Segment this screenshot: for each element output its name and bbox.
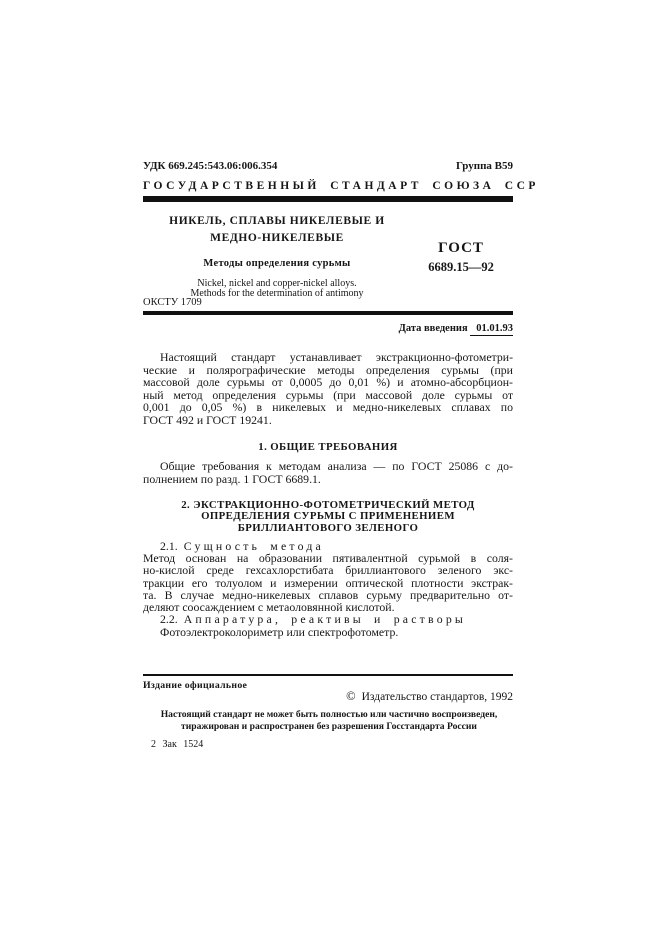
paragraph-line: Общие требования к методам анализа — по ГОСТ 25086 с до- [160,459,513,473]
clause-2-2-title: Аппаратура, реактивы и растворы [183,612,467,626]
paragraph-line: тракции его толуолом и измерении оптической плотности экстрак- [143,575,513,590]
effective-date-line [143,323,513,334]
copyright-icon: © [346,689,356,703]
classification-row [143,160,513,172]
section-2-heading-line1: 2. ЭКСТРАКЦИОННО-ФОТОМЕТРИЧЕСКИЙ МЕТОД [181,499,475,511]
clause-2-1-title: Сущность метода [183,539,324,553]
section-2-heading [143,500,513,534]
print-order-code: 2 Зак 1524 [151,739,204,750]
effective-date-value: 01.01.93 [470,323,513,336]
clause-2-2-number: 2.2. [160,612,178,626]
paragraph-line: 0,001 до 0,05 %) в никелевых и медно-никелевых сплавах по [143,400,513,415]
reproduction-notice [133,709,525,732]
effective-date-label: Дата введения [398,323,468,334]
state-standard-heading: ГОСУДАРСТВЕННЫЙ СТАНДАРТ СОЮЗА ССР [143,180,539,192]
paragraph-line: Метод основан на образовании пятивалентной сурьмой в соля- [143,551,513,565]
udk-code: УДК 669.245:543.06:006.354 [143,160,278,172]
clause-2-2-text: Фотоэлектроколориметр или спектрофотометр. [160,624,399,639]
paragraph-line: та. В случае медно-никелевых сплавов сурьму предварительно от- [143,587,513,602]
section-1-heading: 1. ОБЩИЕ ТРЕБОВАНИЯ [258,441,398,453]
gost-number: 6689.15—92 [428,260,494,274]
official-edition-label: Издание официальное [143,680,248,691]
copyright-line [143,689,513,704]
paragraph-line: ГОСТ 492 и ГОСТ 19241. [143,412,272,427]
title-en-line1: Nickel, nickel and copper-nickel alloys. [197,278,357,289]
subtitle: Методы определения сурьмы [203,258,351,269]
intro-paragraph [143,351,513,427]
paragraph-line: массовой доле сурьмы от 0,0005 до 0,01 %) и атомно-абсорбцион- [143,375,513,390]
section-1-paragraph [143,460,513,485]
header-rule [143,196,513,202]
title-ru-line2: МЕДНО-НИКЕЛЕВЫЕ [210,231,344,244]
gost-label: ГОСТ [438,240,484,256]
reproduction-notice-line1: Настоящий стандарт не может быть полностью или частично воспроизведен, [160,709,498,720]
paragraph-line: ческие и полярографические методы определения сурьмы (при [143,362,513,377]
paragraph-line: Настоящий стандарт устанавливает экстракционно-фотометри- [160,350,513,364]
reproduction-notice-line2: тиражирован и распространен без разрешения Госстандарта России [181,720,477,732]
paragraph-line: но-кислой среде гехсахлорстибата бриллиантового зеленого экс- [143,563,513,578]
standard-title-block [143,213,411,299]
paragraph-line: полнением по разд. 1 ГОСТ 6689.1. [143,471,321,486]
title-english [143,279,411,299]
publisher-credit: Издательство стандартов, 1992 [361,691,513,703]
title-rule [143,311,513,315]
title-russian [143,213,411,246]
paragraph-line: деляют соосаждением с метаоловянной кислотой. [143,600,395,615]
section-2-heading-line2: ОПРЕДЕЛЕНИЯ СУРЬМЫ С ПРИМЕНЕНИЕМ [201,510,455,523]
clause-2-1-paragraph [143,552,513,613]
paragraph-line: ный метод определения сурьмы (при массовой доле сурьмы от [143,387,513,402]
gost-designation [408,240,514,275]
clause-2-1-number: 2.1. [160,539,178,553]
footer-rule [143,674,513,676]
title-ru-line1: НИКЕЛЬ, СПЛАВЫ НИКЕЛЕВЫЕ И [169,215,385,227]
section-2-heading-line3: БРИЛЛИАНТОВОГО ЗЕЛЕНОГО [237,521,419,534]
group-code: Группа В59 [455,160,513,172]
title-en-line2: Methods for the determination of antimony [190,288,364,299]
okstu-code: ОКСТУ 1709 [143,297,202,308]
